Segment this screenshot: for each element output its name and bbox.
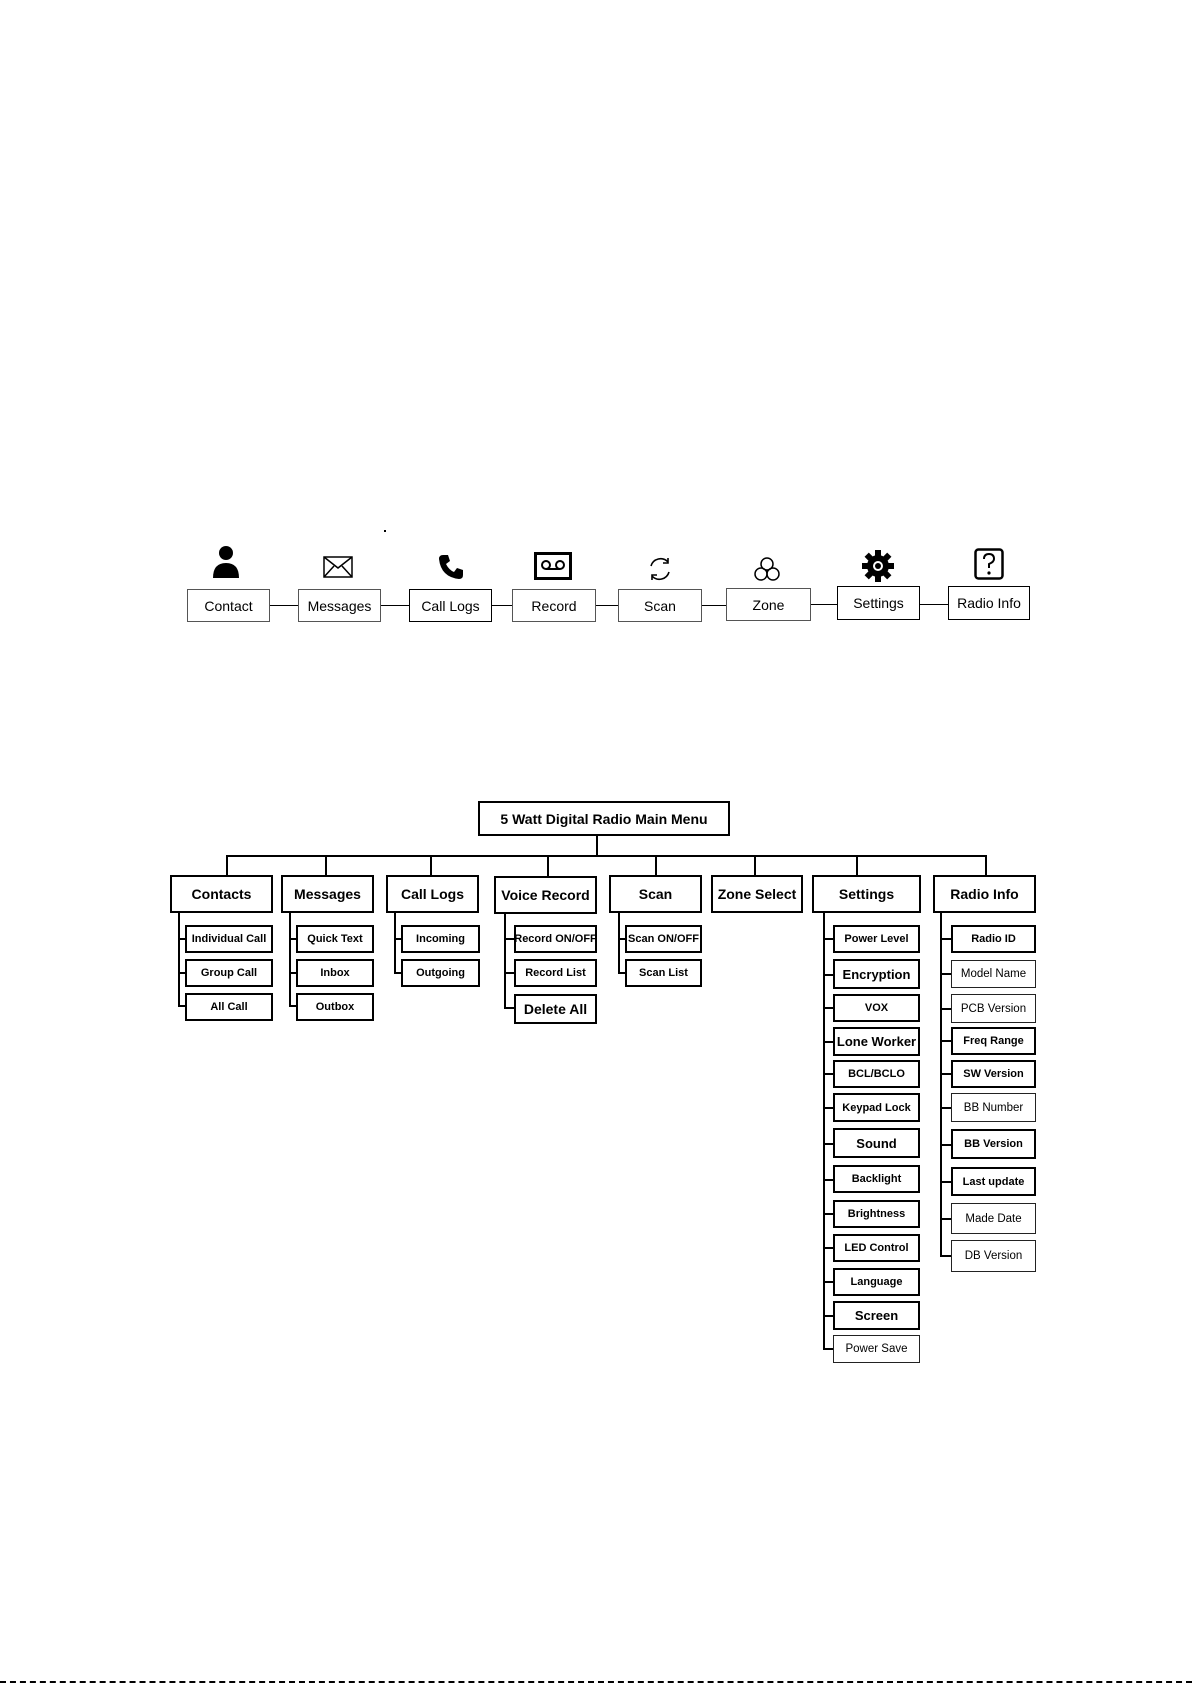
submenu-pcb-version: PCB Version	[951, 994, 1036, 1023]
submenu-led-control: LED Control	[833, 1234, 920, 1262]
submenu-scan-on-off: Scan ON/OFF	[625, 925, 702, 953]
submenu-bb-number: BB Number	[951, 1093, 1036, 1122]
category-radio-info: Radio Info	[933, 875, 1036, 913]
category-settings: Settings	[812, 875, 921, 913]
submenu-outgoing: Outgoing	[401, 959, 480, 987]
gear-icon	[861, 549, 895, 583]
submenu-scan-list: Scan List	[625, 959, 702, 987]
submenu-db-version: DB Version	[951, 1240, 1036, 1272]
question-icon	[974, 548, 1004, 580]
submenu-brightness: Brightness	[833, 1200, 920, 1228]
menu-item-contact: Contact	[187, 589, 270, 622]
submenu-quick-text: Quick Text	[296, 925, 374, 953]
menu-item-zone: Zone	[726, 588, 811, 621]
envelope-icon	[323, 556, 353, 578]
category-voice-record: Voice Record	[494, 876, 597, 914]
menu-item-messages: Messages	[298, 589, 381, 622]
submenu-incoming: Incoming	[401, 925, 480, 953]
submenu-outbox: Outbox	[296, 993, 374, 1021]
page-bottom-border	[0, 1681, 1192, 1683]
submenu-sound: Sound	[833, 1128, 920, 1158]
submenu-all-call: All Call	[185, 993, 273, 1021]
submenu-record-list: Record List	[514, 959, 597, 987]
menu-item-radio-info: Radio Info	[948, 586, 1030, 620]
submenu-individual-call: Individual Call	[185, 925, 273, 953]
category-call-logs: Call Logs	[386, 875, 479, 913]
submenu-group-call: Group Call	[185, 959, 273, 987]
submenu-inbox: Inbox	[296, 959, 374, 987]
stray-dot	[384, 530, 386, 532]
category-messages: Messages	[281, 875, 374, 913]
menu-item-settings: Settings	[837, 586, 920, 620]
submenu-lone-worker: Lone Worker	[833, 1027, 920, 1056]
submenu-power-save: Power Save	[833, 1335, 920, 1363]
menu-item-call-logs: Call Logs	[409, 589, 492, 622]
person-icon	[210, 543, 242, 579]
submenu-delete-all: Delete All	[514, 994, 597, 1024]
menu-item-record: Record	[512, 589, 596, 622]
submenu-record-on-off: Record ON/OFF	[514, 925, 597, 953]
submenu-encryption: Encryption	[833, 959, 920, 989]
submenu-screen: Screen	[833, 1301, 920, 1330]
refresh-icon	[646, 555, 674, 583]
menu-item-scan: Scan	[618, 589, 702, 622]
category-contacts: Contacts	[170, 875, 273, 913]
zone-circles-icon	[753, 556, 781, 582]
submenu-made-date: Made Date	[951, 1203, 1036, 1234]
submenu-bb-version: BB Version	[951, 1129, 1036, 1159]
submenu-sw-version: SW Version	[951, 1060, 1036, 1088]
submenu-radio-id: Radio ID	[951, 925, 1036, 953]
submenu-backlight: Backlight	[833, 1165, 920, 1193]
submenu-vox: VOX	[833, 994, 920, 1022]
tree-root: 5 Watt Digital Radio Main Menu	[478, 801, 730, 836]
cassette-icon	[534, 552, 572, 580]
category-zone-select: Zone Select	[711, 875, 803, 913]
submenu-bcl-bclo: BCL/BCLO	[833, 1060, 920, 1088]
submenu-power-level: Power Level	[833, 925, 920, 953]
category-scan: Scan	[609, 875, 702, 913]
phone-icon	[437, 553, 465, 581]
submenu-freq-range: Freq Range	[951, 1027, 1036, 1055]
submenu-language: Language	[833, 1268, 920, 1296]
submenu-model-name: Model Name	[951, 960, 1036, 988]
submenu-keypad-lock: Keypad Lock	[833, 1093, 920, 1122]
submenu-last-update: Last update	[951, 1167, 1036, 1196]
